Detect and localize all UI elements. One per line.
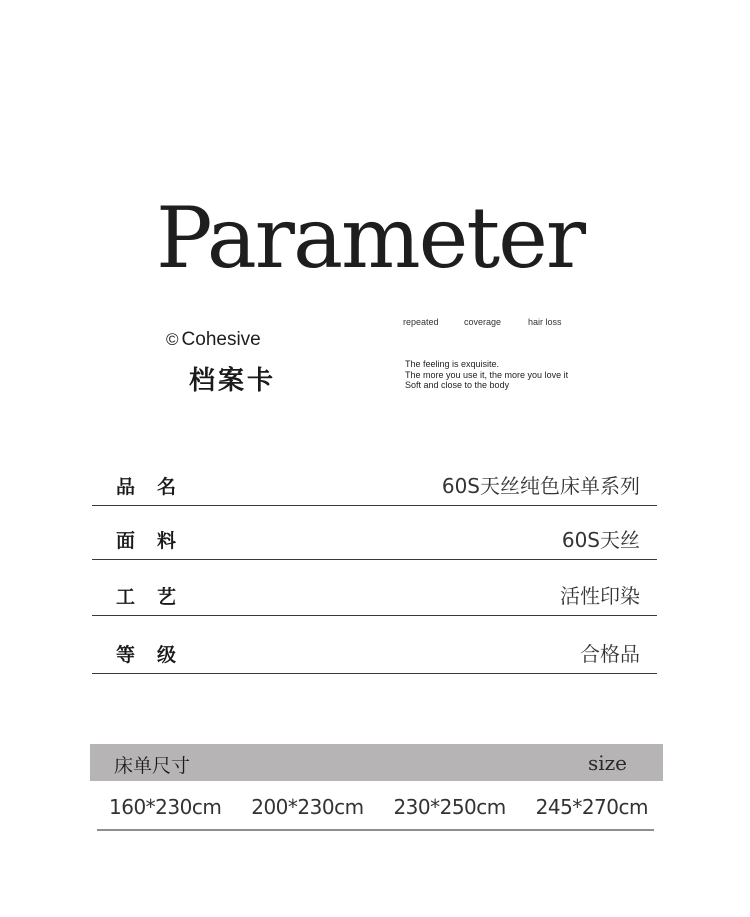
parameter-table <box>92 458 657 674</box>
size-item: 200*230cm <box>251 795 364 819</box>
size-item: 230*250cm <box>393 795 506 819</box>
param-value: 60S天丝纯色床单系列 <box>441 474 640 498</box>
tag-coverage: coverage <box>464 317 502 327</box>
param-label: 工艺 <box>116 586 199 608</box>
param-row-name <box>92 458 657 506</box>
size-label-en: size <box>587 751 627 775</box>
description-line: The more you use it, the more you love it <box>405 369 569 380</box>
size-label-zh: 床单尺寸 <box>114 755 191 777</box>
tag-repeated: repeated <box>403 317 439 327</box>
size-list <box>97 795 654 831</box>
card-title: 档案卡 <box>189 366 277 396</box>
description-block <box>405 359 568 391</box>
param-row-fabric <box>92 506 657 560</box>
param-row-craft <box>92 560 657 616</box>
tag-hair-loss: hair loss <box>528 317 562 327</box>
param-value: 60S天丝 <box>561 528 640 552</box>
page-title: Parameter <box>155 189 585 287</box>
brand-label: Cohesive <box>181 329 261 350</box>
param-value: 合格品 <box>580 642 640 666</box>
param-row-grade <box>92 616 657 674</box>
size-section-header <box>90 744 663 781</box>
param-label: 品名 <box>116 476 199 498</box>
size-item: 245*270cm <box>535 795 648 819</box>
copyright-icon: © <box>166 330 179 349</box>
param-label: 面料 <box>116 530 199 552</box>
size-item: 160*230cm <box>109 795 222 819</box>
param-value: 活性印染 <box>560 584 640 608</box>
param-label: 等级 <box>116 644 199 666</box>
description-line: Soft and close to the body <box>405 380 510 390</box>
description-line: The feeling is exquisite. <box>405 359 500 369</box>
brand-name <box>166 329 261 351</box>
